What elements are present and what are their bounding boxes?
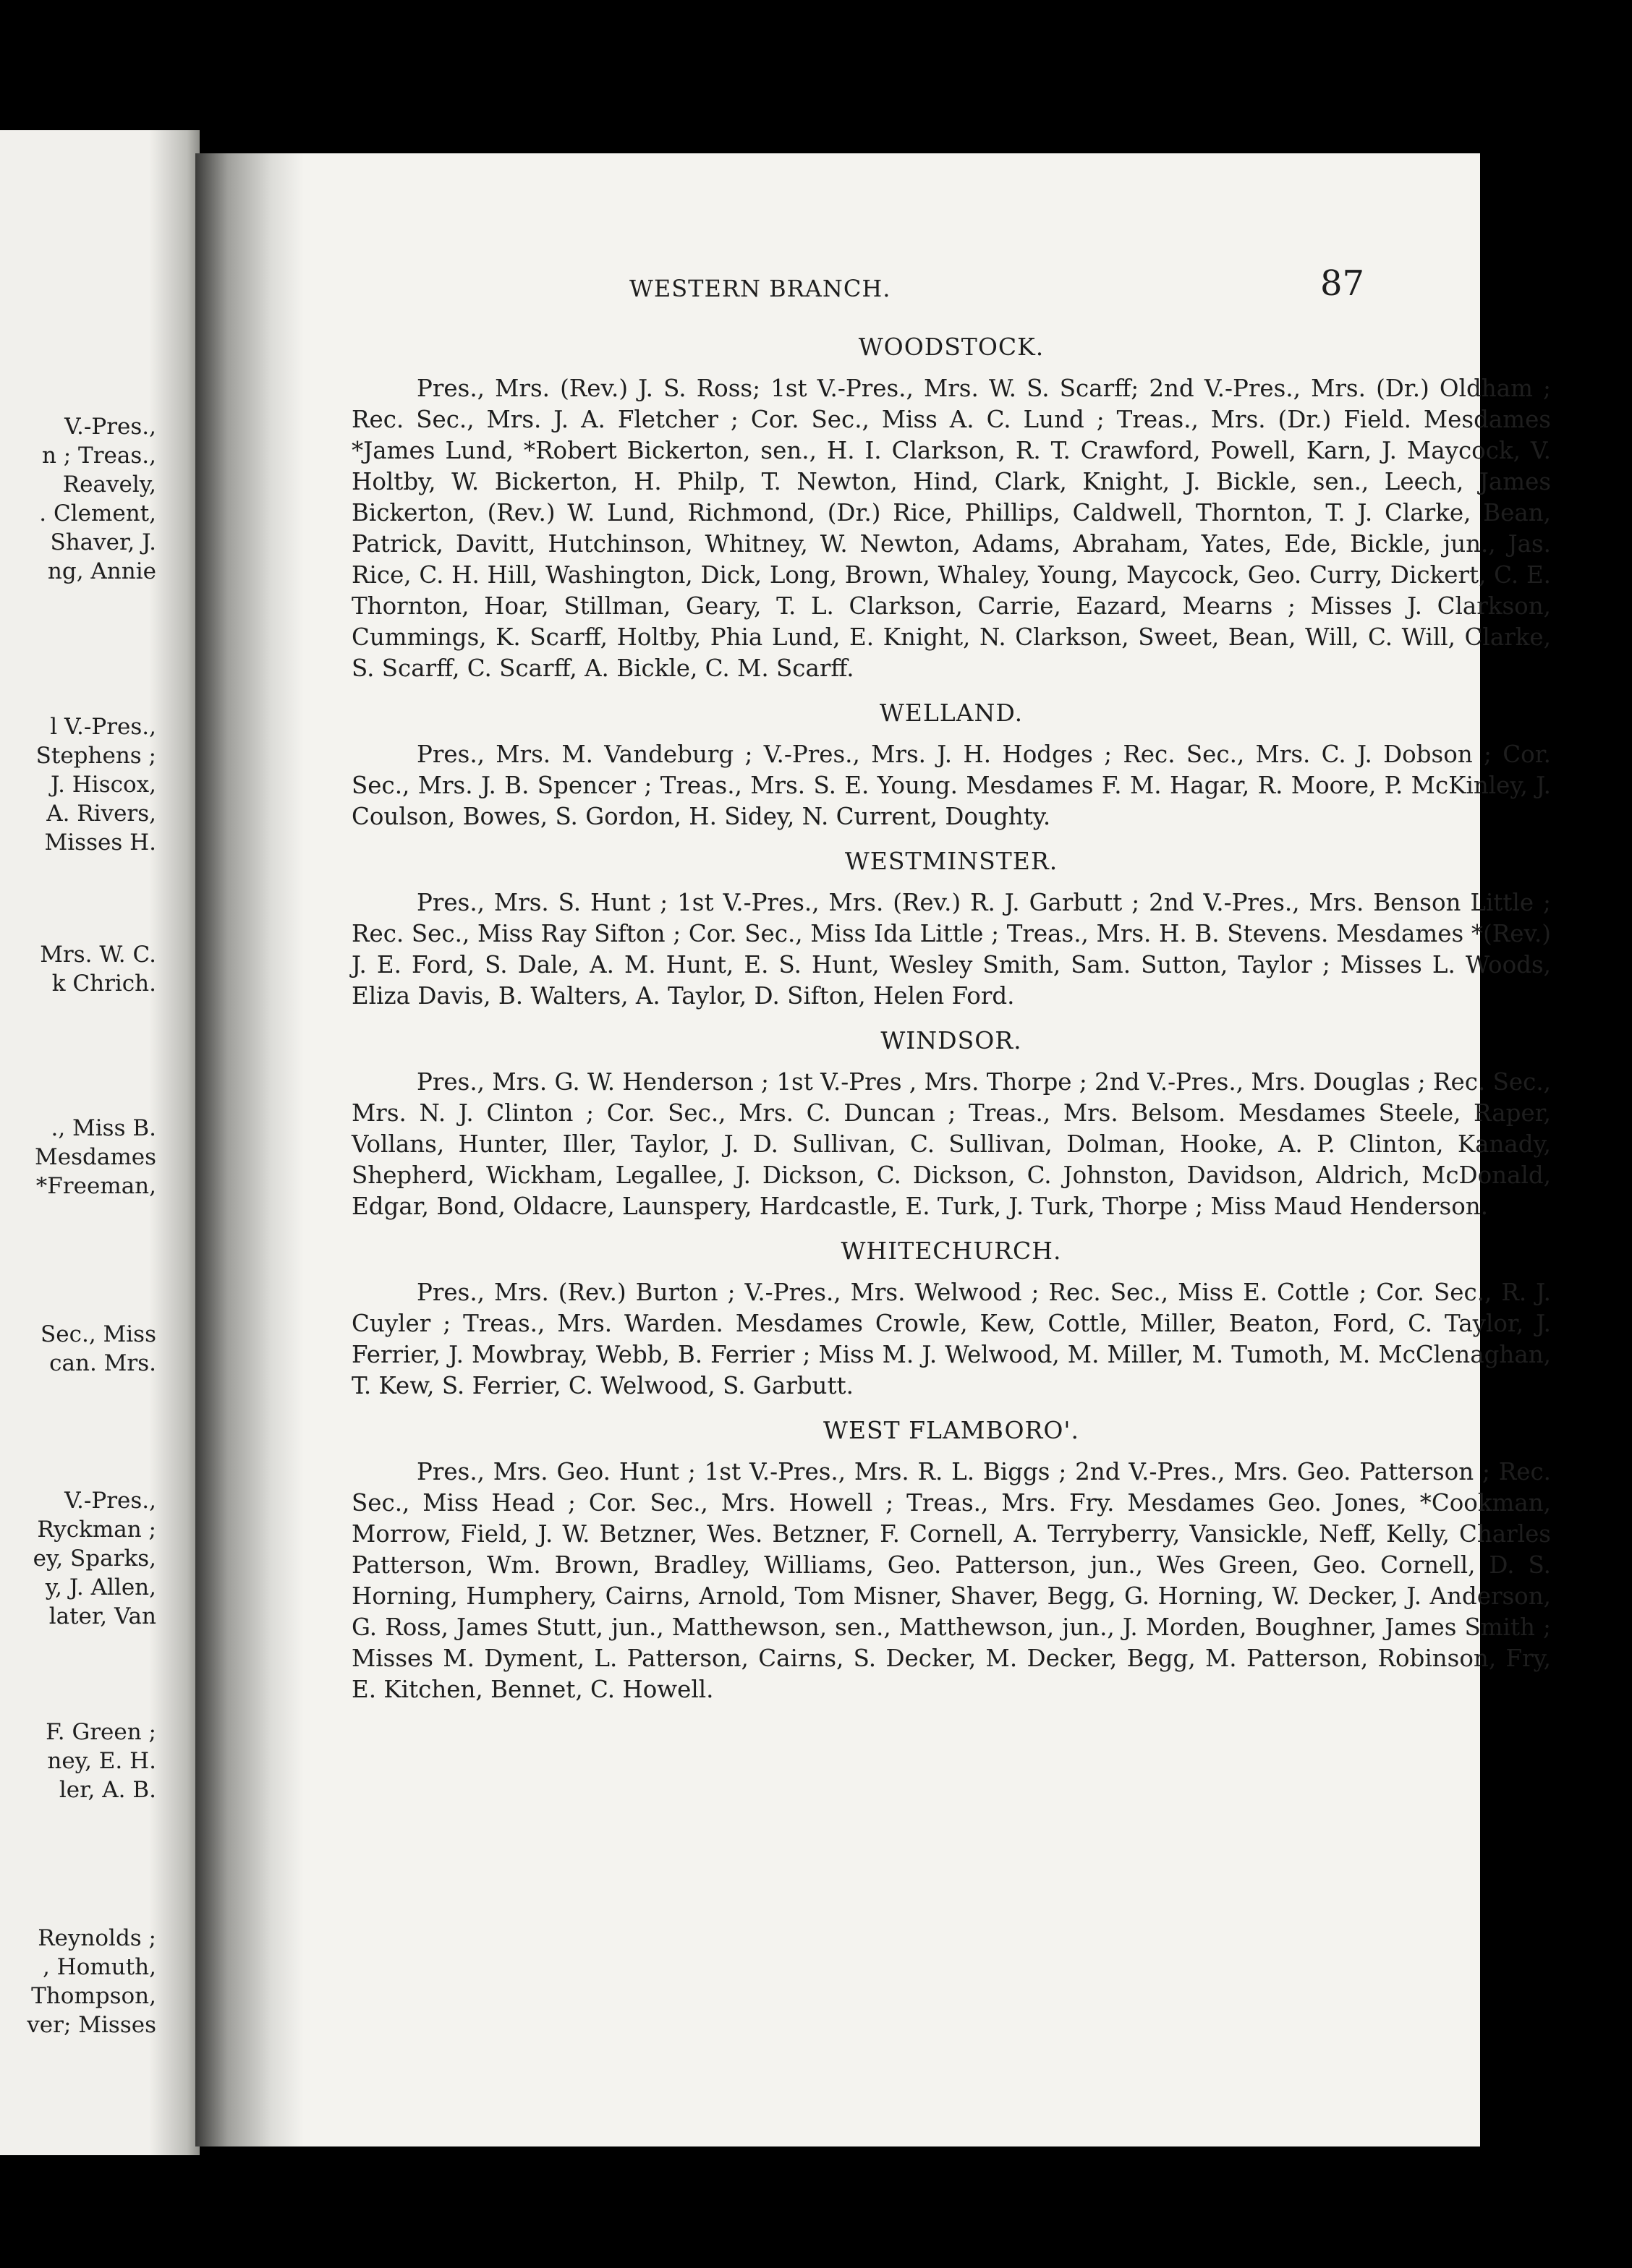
left-page-fragment: Misses H. [44,830,156,856]
page-content [352,331,1551,1718]
left-page-fragment: Mrs. W. C. [40,942,156,968]
left-page-fragment: k Chrich. [51,971,156,997]
section-title: WOODSTOCK. [858,333,1045,361]
left-page-fragment: Reavely, [62,472,156,498]
section-body: Pres., Mrs. G. W. Henderson ; 1st V.-Pres , Mrs. Thorpe ; 2nd V.-Pres., Mrs. Douglas ; Rec. Sec., Mrs. N. J. Clinton ; Cor. Sec., Mrs. C. Duncan ; Treas., Mrs. Belsom. Mesdames Steele, Raper, Vollans, Hunter, Iller, Taylor, J. D. Sullivan, C. Sullivan, Dolman, Hooke, A. P. Clinton, Kanady, Shepherd, Wickham, Legallee, J. Dickson, C. Dickson, C. Johnston, Davidson, Aldrich, McDonald, Edgar, Bond, Oldacre, Launspery, Hardcastle, E. Turk, J. Turk, Thorpe ; Miss Maud Henderson. [352,1068,1551,1220]
section-west-flamboro [352,1415,1551,1705]
section-title: WESTMINSTER. [844,847,1058,875]
left-page-fragment: Reynolds ; [38,1925,156,1951]
left-page-fragment: ey, Sparks, [33,1546,156,1572]
section-title: WHITECHURCH. [841,1237,1062,1265]
section-title: WEST FLAMBORO'. [823,1416,1079,1444]
left-page-fragment: Stephens ; [35,743,156,769]
section-windsor [352,1025,1551,1222]
right-page [195,153,1551,2146]
section-westminster [352,845,1551,1012]
page-number: 87 [1320,263,1365,304]
left-page-fragment: ler, A. B. [59,1777,156,1803]
left-page-fragment: ver; Misses [27,2012,156,2038]
left-page-fragment: y, J. Allen, [45,1574,156,1600]
section-body: Pres., Mrs. Geo. Hunt ; 1st V.-Pres., Mrs. R. L. Biggs ; 2nd V.-Pres., Mrs. Geo. Patterson ; Rec. Sec., Miss Head ; Cor. Sec., Mrs. Howell ; Treas., Mrs. Fry. Mesdames Geo. Jones, *Cookman, Morrow, Field, J. W. Betzner, Wes. Betzner, F. Cornell, A. Terryberry, Vansickle, Neff, Kelly, Charles Patterson, Wm. Brown, Bradley, Williams, Geo. Patterson, jun., Wes Green, Geo. Cornell, D. S. Horning, Humphery, Cairns, Arnold, Tom Misner, Shaver, Begg, G. Horning, W. Decker, J. Anderson, G. Ross, James Stutt, jun., Matthewson, sen., Matthewson, jun., J. Morden, Boughner, James Smith ; Misses M. Dyment, L. Patterson, Cairns, S. Decker, M. Decker, Begg, M. Patterson, Robinson, Fry, E. Kitchen, Bennet, C. Howell. [352,1458,1551,1703]
left-page-fragment: Mesdames [35,1144,156,1170]
left-page-fragment: , Homuth, [42,1954,156,1980]
section-title: WELLAND. [879,699,1024,727]
left-page-gutter [149,130,200,2155]
left-page-fragment: l V.-Pres., [50,714,156,740]
left-page-fragment: ng, Annie [47,558,156,584]
left-page-fragment: n ; Treas., [41,443,156,469]
left-page-fragment: ney, E. H. [47,1748,156,1774]
left-page-fragment: V.-Pres., [64,1488,156,1514]
running-title: WESTERN BRANCH. [629,275,891,302]
section-title: WINDSOR. [880,1026,1022,1054]
section-body: Pres., Mrs. (Rev.) Burton ; V.-Pres., Mrs. Welwood ; Rec. Sec., Miss E. Cottle ; Cor. Sec., R. J. Cuyler ; Treas., Mrs. Warden. Mesdames Crowle, Kew, Cottle, Miller, Beaton, Ford, C. Taylor, J. Ferrier, J. Mowbray, Webb, B. Ferrier ; Miss M. J. Welwood, M. Miller, M. Tumoth, M. McClenaghan, T. Kew, S. Ferrier, C. Welwood, S. Garbutt. [352,1279,1551,1399]
left-page-fragment: F. Green ; [46,1719,156,1745]
left-page-fragment: can. Mrs. [49,1350,156,1376]
left-page-fragment: Ryckman ; [37,1517,156,1543]
binding-shadow [195,153,304,2146]
left-page-fragment: V.-Pres., [64,414,156,440]
section-body: Pres., Mrs. M. Vandeburg ; V.-Pres., Mrs. J. H. Hodges ; Rec. Sec., Mrs. C. J. Dobson ; Cor. Sec., Mrs. J. B. Spencer ; Treas., Mrs. S. E. Young. Mesdames F. M. Hagar, R. Moore, P. McKinley, J. Coulson, Bowes, S. Gordon, H. Sidey, N. Current, Doughty. [352,741,1551,830]
left-page-fragment: later, Van [48,1603,156,1629]
left-page-fragment: Shaver, J. [50,529,156,555]
left-page-fragment: Thompson, [31,1983,156,2009]
left-page-fragment: *Freeman, [35,1173,156,1199]
section-body: Pres., Mrs. S. Hunt ; 1st V.-Pres., Mrs. (Rev.) R. J. Garbutt ; 2nd V.-Pres., Mrs. Benson Little ; Rec. Sec., Miss Ray Sifton ; Cor. Sec., Miss Ida Little ; Treas., Mrs. H. B. Stevens. Mesdames *(Rev.) J. E. Ford, S. Dale, A. M. Hunt, E. S. Hunt, Wesley Smith, Sam. Sutton, Taylor ; Misses L. Woods, Eliza Davis, B. Walters, A. Taylor, D. Sifton, Helen Ford. [352,889,1551,1010]
left-page-fragment: . Clement, [39,500,156,526]
section-welland [352,697,1551,832]
left-page-fragment: A. Rivers, [46,801,156,827]
section-woodstock [352,331,1551,684]
left-page-fragment: ., Miss B. [51,1115,156,1141]
left-page-fragment: Sec., Miss [41,1321,156,1347]
left-page [0,130,200,2155]
section-whitechurch [352,1235,1551,1402]
section-body: Pres., Mrs. (Rev.) J. S. Ross; 1st V.-Pres., Mrs. W. S. Scarff; 2nd V.-Pres., Mrs. (Dr.) Oldham ; Rec. Sec., Mrs. J. A. Fletcher ; Cor. Sec., Miss A. C. Lund ; Treas., Mrs. (Dr.) Field. Mesdames *James Lund, *Robert Bickerton, sen., H. I. Clarkson, R. T. Crawford, Powell, Karn, J. Maycock, V. Holtby, W. Bickerton, H. Philp, T. Newton, Hind, Clark, Knight, J. Bickle, sen., Leech, James Bickerton, (Rev.) W. Lund, Richmond, (Dr.) Rice, Phillips, Caldwell, Thornton, T. J. Clarke, Bean, Patrick, Davitt, Hutchinson, Whitney, W. Newton, Adams, Abraham, Yates, Ede, Bickle, jun., Jas. Rice, C. H. Hill, Washington, Dick, Long, Brown, Whaley, Young, Maycock, Geo. Curry, Dickert, C. E. Thornton, Hoar, Stillman, Geary, T. L. Clarkson, Carrie, Eazard, Mearns ; Misses J. Clarkson, Cummings, K. Scarff, Holtby, Phia Lund, E. Knight, N. Clarkson, Sweet, Bean, Will, C. Will, Clarke, S. Scarff, C. Scarff, A. Bickle, C. M. Scarff. [352,375,1551,682]
left-page-fragment: J. Hiscox, [51,772,156,798]
